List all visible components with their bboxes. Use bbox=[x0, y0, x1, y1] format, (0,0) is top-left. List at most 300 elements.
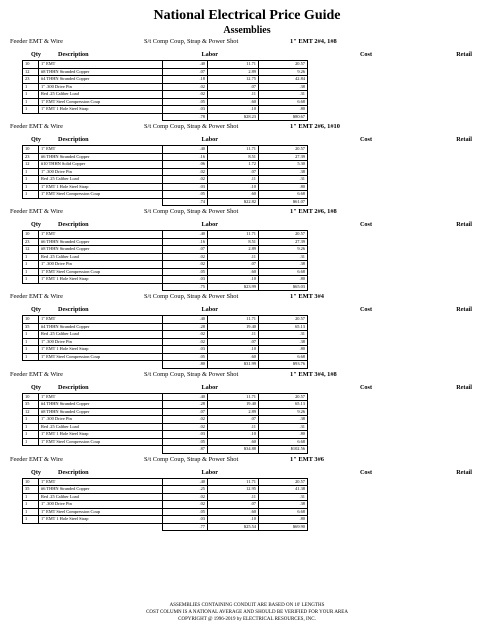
row-labor: .02 bbox=[163, 331, 208, 339]
total-labor: .80 bbox=[163, 361, 208, 369]
table-row bbox=[23, 83, 308, 91]
row-retail: 9.26 bbox=[259, 246, 308, 254]
table-row bbox=[23, 423, 308, 431]
column-header-cost: Cost bbox=[359, 221, 372, 228]
section-assembly-name: 1" EMT 3#4 bbox=[290, 293, 324, 300]
row-qty: 1 bbox=[23, 353, 39, 361]
table-row bbox=[23, 261, 308, 269]
table-row bbox=[23, 478, 308, 486]
row-retail: .80 bbox=[259, 276, 308, 284]
row-qty: 1 bbox=[23, 276, 39, 284]
row-description: 1" EMT bbox=[39, 478, 163, 486]
column-headers bbox=[0, 135, 494, 145]
row-description: 1" EMT bbox=[39, 231, 163, 239]
total-row bbox=[23, 361, 308, 369]
row-qty: 1 bbox=[23, 508, 39, 516]
row-retail: .80 bbox=[259, 516, 308, 524]
row-cost: .07 bbox=[208, 83, 259, 91]
items-table bbox=[22, 478, 308, 532]
row-cost: .60 bbox=[208, 438, 259, 446]
row-labor: .40 bbox=[163, 231, 208, 239]
row-qty: 1 bbox=[23, 268, 39, 276]
total-labor: .87 bbox=[163, 446, 208, 454]
row-labor: .07 bbox=[163, 68, 208, 76]
total-spacer bbox=[39, 446, 163, 454]
total-spacer bbox=[23, 523, 39, 531]
table-row bbox=[23, 416, 308, 424]
row-retail: 6.68 bbox=[259, 268, 308, 276]
row-labor: .02 bbox=[163, 338, 208, 346]
total-spacer bbox=[23, 198, 39, 206]
total-spacer bbox=[23, 283, 39, 291]
row-retail: .31 bbox=[259, 91, 308, 99]
row-cost: .60 bbox=[208, 191, 259, 199]
table-row bbox=[23, 486, 308, 494]
row-description: 1" .300 Drive Pin bbox=[39, 168, 163, 176]
row-qty: 10 bbox=[23, 478, 39, 486]
total-labor: .74 bbox=[163, 198, 208, 206]
row-description: 1" .300 Drive Pin bbox=[39, 261, 163, 269]
table-row bbox=[23, 346, 308, 354]
table-row bbox=[23, 323, 308, 331]
row-cost: 19.40 bbox=[208, 323, 259, 331]
column-headers bbox=[0, 50, 494, 60]
total-cost: $25.54 bbox=[208, 523, 259, 531]
table-row bbox=[23, 68, 308, 76]
row-cost: 8.51 bbox=[208, 238, 259, 246]
row-retail: .31 bbox=[259, 493, 308, 501]
row-labor: .05 bbox=[163, 508, 208, 516]
footer-line: ASSEMBLIES CONTAINING CONDUIT ARE BASED ON 10' LENGTHS bbox=[169, 603, 325, 608]
table-row bbox=[23, 401, 308, 409]
row-cost: 11.71 bbox=[208, 478, 259, 486]
table-row bbox=[23, 61, 308, 69]
section-assembly-name: 1" EMT 3#4, 1#8 bbox=[290, 370, 337, 378]
section-header bbox=[0, 454, 494, 466]
table-row bbox=[23, 331, 308, 339]
row-labor: .02 bbox=[163, 91, 208, 99]
section-category: Feeder EMT & Wire bbox=[10, 293, 63, 300]
table-row bbox=[23, 98, 308, 106]
row-cost: 12.95 bbox=[208, 486, 259, 494]
row-labor: .40 bbox=[163, 316, 208, 324]
total-row bbox=[23, 198, 308, 206]
table-row bbox=[23, 516, 308, 524]
column-header-labor: Labor bbox=[201, 383, 218, 391]
row-retail: .38 bbox=[259, 83, 308, 91]
row-cost: .60 bbox=[208, 268, 259, 276]
row-description: 1" EMT 1 Hole Steel Strap bbox=[39, 516, 163, 524]
section-method: S/t Comp Coup, Strap & Power Shot bbox=[144, 38, 239, 45]
row-labor: .02 bbox=[163, 416, 208, 424]
column-header-description: Description bbox=[58, 306, 89, 313]
assembly-section bbox=[0, 206, 494, 291]
row-qty: 23 bbox=[23, 76, 39, 84]
row-retail: .31 bbox=[259, 176, 308, 184]
column-header-description: Description bbox=[58, 468, 89, 476]
row-labor: .02 bbox=[163, 261, 208, 269]
row-retail: 20.57 bbox=[259, 231, 308, 239]
row-cost: .60 bbox=[208, 353, 259, 361]
column-header-qty: Qty bbox=[31, 221, 41, 228]
column-header-qty: Qty bbox=[31, 51, 41, 58]
row-retail: 20.57 bbox=[259, 316, 308, 324]
column-header-labor: Labor bbox=[201, 51, 218, 58]
row-qty: 12 bbox=[23, 161, 39, 169]
row-description: 1" .300 Drive Pin bbox=[39, 416, 163, 424]
column-header-retail: Retail bbox=[456, 306, 472, 313]
total-labor: .75 bbox=[163, 283, 208, 291]
table-row bbox=[23, 316, 308, 324]
row-cost: .07 bbox=[208, 168, 259, 176]
total-retail: $102.56 bbox=[259, 446, 308, 454]
column-header-cost: Cost bbox=[359, 383, 372, 391]
column-header-qty: Qty bbox=[31, 306, 41, 313]
row-retail: 6.68 bbox=[259, 98, 308, 106]
row-qty: 1 bbox=[23, 338, 39, 346]
section-method: S/t Comp Coup, Strap & Power Shot bbox=[144, 293, 239, 300]
row-qty: 10 bbox=[23, 231, 39, 239]
column-header-retail: Retail bbox=[456, 51, 472, 58]
row-description: #6 THHN Stranded Copper bbox=[39, 238, 163, 246]
row-qty: 10 bbox=[23, 61, 39, 69]
table-row bbox=[23, 176, 308, 184]
footer-line: COST COLUMN IS A NATIONAL AVERAGE AND SHOULD BE VERIFIED FOR YOUR AREA bbox=[146, 610, 348, 615]
row-qty: 1 bbox=[23, 83, 39, 91]
row-description: #10 THHN Solid Copper bbox=[39, 161, 163, 169]
column-headers bbox=[0, 220, 494, 230]
section-assembly-name: 1" EMT 2#6, 1#8 bbox=[290, 208, 337, 215]
row-retail: 65.13 bbox=[259, 401, 308, 409]
row-cost: .60 bbox=[208, 98, 259, 106]
row-description: 1" EMT 1 Hole Steel Strap bbox=[39, 346, 163, 354]
row-labor: .16 bbox=[163, 153, 208, 161]
page-title: National Electrical Price Guide bbox=[153, 8, 341, 23]
row-cost: .11 bbox=[208, 331, 259, 339]
row-labor: .16 bbox=[163, 238, 208, 246]
section-category: Feeder EMT & Wire bbox=[10, 208, 63, 215]
row-qty: 1 bbox=[23, 416, 39, 424]
section-header bbox=[0, 369, 494, 381]
row-description: 1" .300 Drive Pin bbox=[39, 338, 163, 346]
table-row bbox=[23, 268, 308, 276]
section-method: S/t Comp Coup, Strap & Power Shot bbox=[144, 455, 239, 463]
row-cost: .11 bbox=[208, 423, 259, 431]
table-row bbox=[23, 393, 308, 401]
row-cost: 2.89 bbox=[208, 246, 259, 254]
row-labor: .03 bbox=[163, 431, 208, 439]
row-labor: .02 bbox=[163, 501, 208, 509]
column-headers bbox=[0, 305, 494, 315]
column-header-description: Description bbox=[58, 221, 89, 228]
section-category: Feeder EMT & Wire bbox=[10, 370, 63, 378]
items-table bbox=[22, 60, 308, 121]
row-qty: 1 bbox=[23, 516, 39, 524]
row-retail: 27.39 bbox=[259, 153, 308, 161]
row-cost: .10 bbox=[208, 183, 259, 191]
table-row bbox=[23, 76, 308, 84]
row-retail: .80 bbox=[259, 346, 308, 354]
row-cost: .07 bbox=[208, 416, 259, 424]
total-retail: $65.03 bbox=[259, 283, 308, 291]
row-qty: 1 bbox=[23, 253, 39, 261]
row-description: 1" EMT Steel Compression Coup bbox=[39, 353, 163, 361]
row-labor: .03 bbox=[163, 346, 208, 354]
row-qty: 1 bbox=[23, 493, 39, 501]
row-description: 1" .300 Drive Pin bbox=[39, 83, 163, 91]
section-method: S/t Comp Coup, Strap & Power Shot bbox=[144, 208, 239, 215]
row-qty: 1 bbox=[23, 331, 39, 339]
row-cost: 11.71 bbox=[208, 61, 259, 69]
row-cost: .10 bbox=[208, 346, 259, 354]
row-cost: .10 bbox=[208, 431, 259, 439]
row-labor: .07 bbox=[163, 246, 208, 254]
assembly-section bbox=[0, 369, 494, 454]
row-cost: .60 bbox=[208, 508, 259, 516]
row-description: 1" .300 Drive Pin bbox=[39, 501, 163, 509]
row-labor: .02 bbox=[163, 83, 208, 91]
assembly-section bbox=[0, 291, 494, 369]
row-description: #4 THHN Stranded Copper bbox=[39, 76, 163, 84]
row-retail: .38 bbox=[259, 168, 308, 176]
row-description: #8 THHN Stranded Copper bbox=[39, 246, 163, 254]
table-row bbox=[23, 106, 308, 114]
row-qty: 1 bbox=[23, 431, 39, 439]
row-description: 1" EMT bbox=[39, 146, 163, 154]
column-header-retail: Retail bbox=[456, 383, 472, 391]
assembly-sections bbox=[0, 36, 494, 531]
row-description: 1" EMT bbox=[39, 393, 163, 401]
total-cost: $34.88 bbox=[208, 446, 259, 454]
page-subtitle: Assemblies bbox=[223, 25, 271, 36]
row-qty: 1 bbox=[23, 183, 39, 191]
row-qty: 23 bbox=[23, 153, 39, 161]
row-retail: 6.68 bbox=[259, 191, 308, 199]
column-header-cost: Cost bbox=[359, 306, 372, 313]
row-retail: 9.26 bbox=[259, 408, 308, 416]
column-header-cost: Cost bbox=[359, 136, 372, 143]
total-cost: $28.23 bbox=[208, 113, 259, 121]
table-row bbox=[23, 338, 308, 346]
row-retail: .31 bbox=[259, 331, 308, 339]
row-retail: 41.38 bbox=[259, 486, 308, 494]
total-row bbox=[23, 523, 308, 531]
row-description: Red .25 Caliber Load bbox=[39, 253, 163, 261]
items-table bbox=[22, 315, 308, 369]
row-description: #4 THHN Stranded Copper bbox=[39, 323, 163, 331]
row-description: Red .25 Caliber Load bbox=[39, 91, 163, 99]
row-cost: 11.71 bbox=[208, 231, 259, 239]
row-qty: 10 bbox=[23, 393, 39, 401]
row-retail: 20.57 bbox=[259, 478, 308, 486]
column-header-qty: Qty bbox=[31, 383, 41, 391]
total-spacer bbox=[23, 113, 39, 121]
total-spacer bbox=[23, 361, 39, 369]
row-qty: 35 bbox=[23, 401, 39, 409]
row-retail: 20.57 bbox=[259, 146, 308, 154]
column-header-qty: Qty bbox=[31, 468, 41, 476]
table-row bbox=[23, 238, 308, 246]
row-cost: .11 bbox=[208, 253, 259, 261]
row-description: Red .25 Caliber Load bbox=[39, 331, 163, 339]
row-labor: .03 bbox=[163, 106, 208, 114]
row-labor: .28 bbox=[163, 401, 208, 409]
row-description: 1" EMT Steel Compression Coup bbox=[39, 508, 163, 516]
row-qty: 1 bbox=[23, 261, 39, 269]
column-header-labor: Labor bbox=[201, 468, 218, 476]
table-row bbox=[23, 501, 308, 509]
row-description: 1" EMT Steel Compression Coup bbox=[39, 191, 163, 199]
column-header-cost: Cost bbox=[359, 51, 372, 58]
section-category: Feeder EMT & Wire bbox=[10, 455, 63, 463]
row-retail: .80 bbox=[259, 183, 308, 191]
row-labor: .40 bbox=[163, 478, 208, 486]
row-description: 1" EMT Steel Compression Coup bbox=[39, 438, 163, 446]
column-header-cost: Cost bbox=[359, 468, 372, 476]
row-qty: 1 bbox=[23, 191, 39, 199]
table-row bbox=[23, 438, 308, 446]
section-header bbox=[0, 206, 494, 218]
row-qty: 12 bbox=[23, 68, 39, 76]
column-header-description: Description bbox=[58, 383, 89, 391]
row-retail: 5.30 bbox=[259, 161, 308, 169]
row-qty: 1 bbox=[23, 438, 39, 446]
items-table bbox=[22, 145, 308, 206]
row-labor: .02 bbox=[163, 253, 208, 261]
row-labor: .40 bbox=[163, 393, 208, 401]
row-retail: 27.39 bbox=[259, 238, 308, 246]
column-headers bbox=[0, 468, 494, 478]
row-labor: .03 bbox=[163, 183, 208, 191]
row-qty: 1 bbox=[23, 106, 39, 114]
table-row bbox=[23, 168, 308, 176]
table-row bbox=[23, 161, 308, 169]
total-cost: $22.82 bbox=[208, 198, 259, 206]
row-retail: .38 bbox=[259, 416, 308, 424]
table-row bbox=[23, 408, 308, 416]
section-category: Feeder EMT & Wire bbox=[10, 38, 63, 45]
row-retail: 9.26 bbox=[259, 68, 308, 76]
row-cost: .10 bbox=[208, 276, 259, 284]
row-cost: .11 bbox=[208, 493, 259, 501]
row-description: 1" EMT Steel Compression Coup bbox=[39, 268, 163, 276]
row-labor: .18 bbox=[163, 76, 208, 84]
row-retail: 20.57 bbox=[259, 393, 308, 401]
total-spacer bbox=[23, 446, 39, 454]
section-category: Feeder EMT & Wire bbox=[10, 123, 63, 130]
row-cost: .07 bbox=[208, 501, 259, 509]
row-description: 1" EMT Steel Compression Coup bbox=[39, 98, 163, 106]
row-labor: .25 bbox=[163, 486, 208, 494]
column-headers bbox=[0, 383, 494, 393]
column-header-retail: Retail bbox=[456, 136, 472, 143]
row-description: Red .25 Caliber Load bbox=[39, 493, 163, 501]
row-cost: 19.40 bbox=[208, 401, 259, 409]
total-retail: $80.67 bbox=[259, 113, 308, 121]
row-retail: 65.13 bbox=[259, 323, 308, 331]
row-labor: .05 bbox=[163, 98, 208, 106]
row-retail: .80 bbox=[259, 431, 308, 439]
row-description: #6 THHN Stranded Copper bbox=[39, 486, 163, 494]
row-retail: .38 bbox=[259, 501, 308, 509]
row-description: #8 THHN Stranded Copper bbox=[39, 408, 163, 416]
row-retail: 6.68 bbox=[259, 508, 308, 516]
row-qty: 1 bbox=[23, 176, 39, 184]
row-description: 1" EMT 1 Hole Steel Strap bbox=[39, 106, 163, 114]
total-row bbox=[23, 283, 308, 291]
row-cost: .07 bbox=[208, 338, 259, 346]
row-retail: 6.68 bbox=[259, 353, 308, 361]
row-labor: .28 bbox=[163, 323, 208, 331]
row-qty: 12 bbox=[23, 246, 39, 254]
row-description: Red .25 Caliber Load bbox=[39, 423, 163, 431]
row-description: #8 THHN Stranded Copper bbox=[39, 68, 163, 76]
table-row bbox=[23, 231, 308, 239]
total-spacer bbox=[39, 198, 163, 206]
section-header bbox=[0, 121, 494, 133]
row-labor: .05 bbox=[163, 438, 208, 446]
column-header-labor: Labor bbox=[201, 306, 218, 313]
row-labor: .03 bbox=[163, 516, 208, 524]
total-cost: $23.99 bbox=[208, 283, 259, 291]
assembly-section bbox=[0, 36, 494, 121]
row-qty: 1 bbox=[23, 423, 39, 431]
table-row bbox=[23, 276, 308, 284]
column-header-labor: Labor bbox=[201, 136, 218, 143]
row-labor: .06 bbox=[163, 161, 208, 169]
row-description: 1" EMT bbox=[39, 61, 163, 69]
assembly-section bbox=[0, 121, 494, 206]
row-labor: .02 bbox=[163, 176, 208, 184]
section-assembly-name: 1" EMT 2#4, 1#8 bbox=[290, 38, 337, 45]
row-qty: 10 bbox=[23, 316, 39, 324]
row-cost: .11 bbox=[208, 91, 259, 99]
row-labor: .02 bbox=[163, 493, 208, 501]
row-qty: 12 bbox=[23, 408, 39, 416]
row-qty: 35 bbox=[23, 486, 39, 494]
column-header-description: Description bbox=[58, 51, 89, 58]
page-footer bbox=[0, 602, 494, 623]
row-labor: .05 bbox=[163, 353, 208, 361]
table-row bbox=[23, 508, 308, 516]
row-cost: 8.51 bbox=[208, 153, 259, 161]
column-header-retail: Retail bbox=[456, 221, 472, 228]
row-qty: 1 bbox=[23, 98, 39, 106]
table-row bbox=[23, 146, 308, 154]
total-retail: $69.90 bbox=[259, 523, 308, 531]
row-labor: .05 bbox=[163, 191, 208, 199]
row-retail: .80 bbox=[259, 106, 308, 114]
total-retail: $61.07 bbox=[259, 198, 308, 206]
row-cost: .10 bbox=[208, 516, 259, 524]
table-row bbox=[23, 153, 308, 161]
row-cost: 11.71 bbox=[208, 393, 259, 401]
items-table bbox=[22, 230, 308, 291]
total-row bbox=[23, 113, 308, 121]
row-cost: .11 bbox=[208, 176, 259, 184]
row-retail: 42.84 bbox=[259, 76, 308, 84]
row-retail: 6.68 bbox=[259, 438, 308, 446]
row-cost: 2.89 bbox=[208, 68, 259, 76]
assembly-section bbox=[0, 454, 494, 532]
column-header-retail: Retail bbox=[456, 468, 472, 476]
row-retail: .38 bbox=[259, 261, 308, 269]
row-description: #4 THHN Stranded Copper bbox=[39, 401, 163, 409]
row-description: 1" EMT 1 Hole Steel Strap bbox=[39, 431, 163, 439]
row-labor: .03 bbox=[163, 276, 208, 284]
column-header-qty: Qty bbox=[31, 136, 41, 143]
column-header-description: Description bbox=[58, 136, 89, 143]
